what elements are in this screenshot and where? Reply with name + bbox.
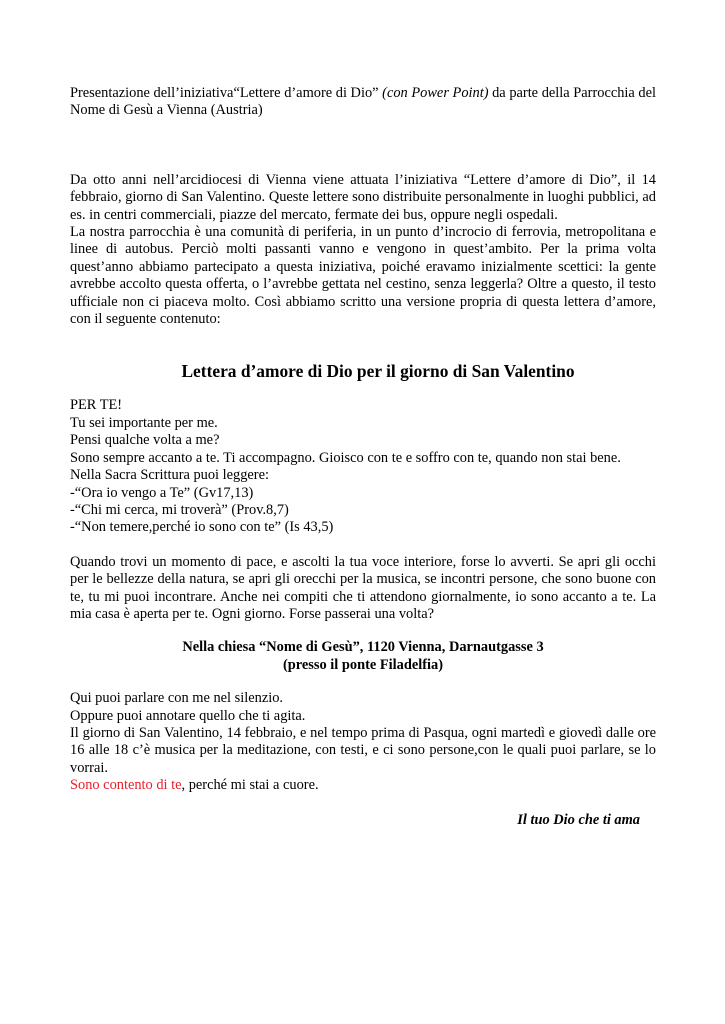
spacer — [70, 120, 656, 172]
document-page — [70, 85, 656, 829]
letter-line-3: Pensi qualche volta a me? — [70, 432, 220, 449]
church-address-line-2: (presso il ponte Filadelfia) — [282, 656, 444, 673]
letter-line-1: PER TE! — [70, 397, 123, 414]
header-italic-note: (con Power Point) — [382, 85, 489, 101]
scripture-quote-3: -“Non temere,perché io sono con te” (Is 43,5) — [70, 519, 334, 536]
closing-paragraph: Il giorno di San Valentino, 14 febbraio, e nel tempo prima di Pasqua, ogni martedì e giovedì dalle ore 16 alle 18 c’è musica per la meditazione, con testi, e ci sono persone,con le quali puoi parlare, se lo vorrai. — [70, 724, 656, 776]
header-prefix: Presentazione dell’iniziativa“Lettere d’amore di Dio” — [70, 85, 383, 101]
final-line-rest: , perché mi stai a cuore. — [181, 777, 319, 794]
letter-title: Lettera d’amore di Dio per il giorno di San Valentino — [181, 361, 575, 382]
document-header — [70, 85, 656, 120]
final-line-highlight: Sono contento di te — [70, 777, 182, 794]
scripture-quote-2: -“Chi mi cerca, mi troverà” (Prov.8,7) — [70, 501, 289, 518]
letter-line-4: Sono sempre accanto a te. Ti accompagno. Gioisco con te e soffro con te, quando non stai bene. — [70, 449, 621, 466]
signature: Il tuo Dio che ti ama — [517, 811, 640, 828]
church-address-line-1: Nella chiesa “Nome di Gesù”, 1120 Vienna, Darnautgasse 3 — [182, 639, 544, 656]
header-suffix: da parte della Parrocchia del Nome di Gesù a Vienna (Austria) — [70, 85, 656, 119]
intro-paragraph-1: Da otto anni nell’arcidiocesi di Vienna viene attuata l’iniziativa “Lettere d’amore di Dio”, il 14 febbraio, giorno di San Valentino. Queste lettere sono distribuite personalmente in luoghi pubblici, ad es. in centri commerciali, piazze del mercato, fermate dei bus, oppure negli ospedali. — [70, 171, 656, 223]
letter-line-5: Nella Sacra Scrittura puoi leggere: — [70, 467, 269, 484]
scripture-quote-1: -“Ora io vengo a Te” (Gv17,13) — [70, 484, 254, 501]
letter-paragraph: Quando trovi un momento di pace, e ascolti la tua voce interiore, forse lo avverti. Se apri gli occhi per le bellezze della natura, se apri gli orecchi per la musica, se incontri persone, che sono buone con te, tu mi puoi incontrare. Anche nei compiti che ti attendono giornalmente, io sono accanto a te. La mia casa è aperta per te. Ogni giorno. Forse passerai una volta? — [70, 553, 656, 622]
final-line — [70, 777, 656, 794]
spacer — [70, 537, 656, 554]
closing-line-1: Qui puoi parlare con me nel silenzio. — [70, 690, 283, 707]
intro-paragraph-2: La nostra parrocchia è una comunità di periferia, in un punto d’incrocio di ferrovia, metropolitana e linee di autobus. Perciò molti passanti vanno e vengono in quest’ambito. Per la prima volta quest’anno abbiamo partecipato a questa iniziativa, poiché eravamo inizialmente scettici: la gente avrebbe accolto questa offerta, o l’avrebbe gettata nel cestino, senza leggerla? Oltre a questo, il testo ufficiale non ci piaceva molto. Così abbiamo scritto una versione propria di questa lettera d’amore, con il seguente contenuto: — [70, 224, 656, 328]
letter-line-2: Tu sei importante per me. — [70, 414, 218, 431]
closing-line-2: Oppure puoi annotare quello che ti agita. — [70, 707, 306, 724]
church-address-block — [70, 639, 656, 674]
